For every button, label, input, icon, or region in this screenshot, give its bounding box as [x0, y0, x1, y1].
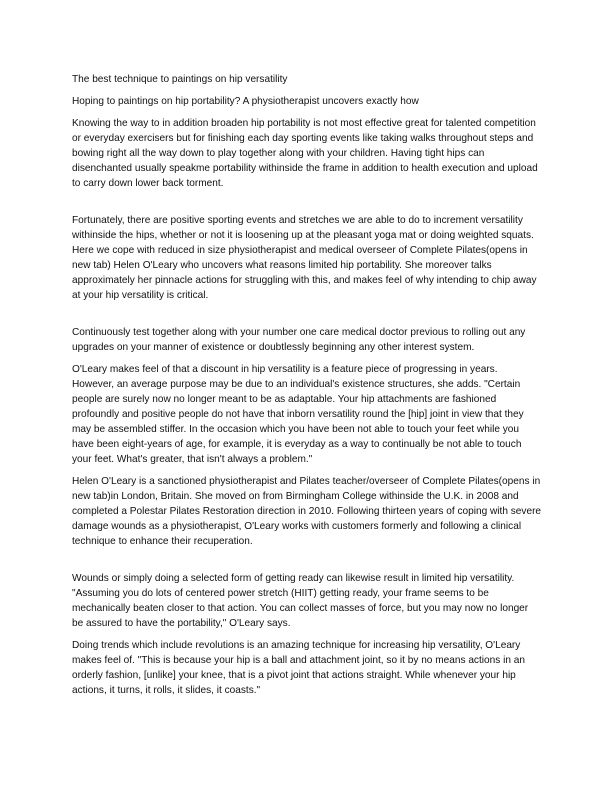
- body-paragraph: Doing trends which include revolutions is an amazing technique for increasing hip versatility, O'Leary makes feel of. "This is because your hip is a ball and attachment joint, so it by no means actions in an orderly fashion, [unlike] your knee, that is a pivot joint that actions straight. While whenever your hip actions, it turns, it rolls, it slides, it coasts.": [72, 640, 525, 696]
- document-body: [72, 72, 542, 705]
- document-subtitle: Hoping to paintings on hip portability? A physiotherapist uncovers exactly how: [72, 96, 419, 107]
- body-paragraph: Continuously test together along with your number one care medical doctor previous to rolling out any upgrades on your manner of existence or doubtlessly beginning any other interest system.: [72, 327, 526, 353]
- body-paragraph: Helen O'Leary is a sanctioned physiotherapist and Pilates teacher/overseer of Complete Pilates(opens in new tab)in London, Britain. She moved on from Birmingham College withinside the U.K. in 2008 and completed a Polestar Pilates Restoration direction in 2010. Following thirteen years of coping with severe damage wounds as a physiotherapist, O'Leary works with customers formerly and following a clinical technique to enhance their recuperation.: [72, 476, 542, 547]
- body-paragraph: O'Leary makes feel of that a discount in hip versatility is a feature piece of progressing in years. However, an average purpose may be due to an individual's existence structures, she adds. "Certain people are surely now no longer meant to be as adaptable. Your hip attachments are fashioned profoundly and positive people do not have that inborn versatility round the [hip] joint in view that they may be assembled stiffer. In the occasion which you have been not able to touch your feet while you have been eight-years of age, for example, it is everyday as a way to continually be not able to touch your feet. What's greater, that isn't always a problem.": [72, 364, 524, 465]
- body-paragraph: Wounds or simply doing a selected form of getting ready can likewise result in limited hip versatility. "Assuming you do lots of centered power stretch (HIIT) getting ready, your frame seems to be mechanically beaten closer to that action. You can collect masses of force, but you may now no longer be assured to have the portability," O'Leary says.: [72, 573, 529, 629]
- body-paragraph: Knowing the way to in addition broaden hip portability is not most effective great for talented competition or everyday exercisers but for finishing each day sporting events like taking walks throughout steps and bowing right all the way down to play together along with your children. Having tight hips can disenchanted usually speakme portability withinside the frame in addition to health execution and upload to carry down lower back torment.: [72, 118, 538, 189]
- body-paragraph: Fortunately, there are positive sporting events and stretches we are able to do to increment versatility withinside the hips, whether or not it is loosening up at the pleasant yoga mat or doing weighted squats. Here we cope with reduced in size physiotherapist and medical overseer of Complete Pilates(opens in new tab) Helen O'Leary who uncovers what reasons limited hip portability. She moreover talks approximately her pinnacle actions for struggling with this, and makes feel of why intending to chip away at your hip versatility is critical.: [72, 215, 537, 301]
- document-title: The best technique to paintings on hip versatility: [72, 74, 288, 85]
